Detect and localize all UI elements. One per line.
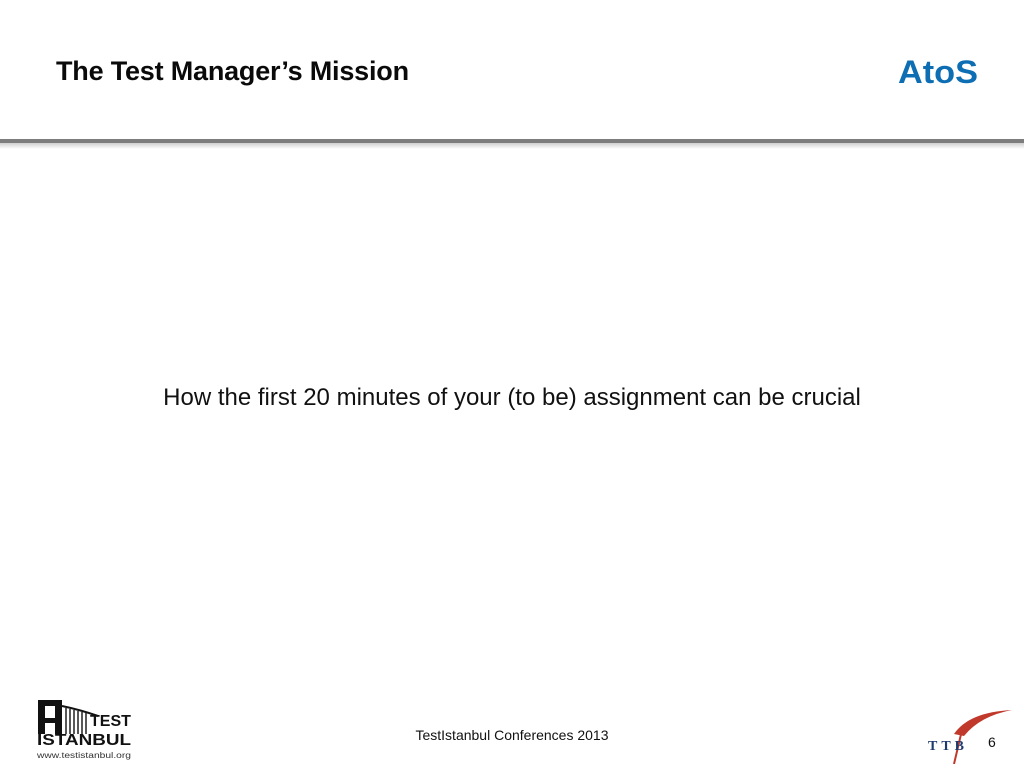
test-istanbul-logo-line1: TEST <box>90 713 131 730</box>
header-rule-shadow <box>0 143 1024 149</box>
ttb-swoosh-icon <box>954 710 1012 736</box>
slide-subtitle: How the first 20 minutes of your (to be) assignment can be crucial <box>163 384 861 411</box>
page-number: 6 <box>988 734 996 750</box>
test-istanbul-logo-url: www.testistanbul.org <box>36 751 131 760</box>
ttb-logo-text: TTB <box>928 739 969 754</box>
footer-text: TestIstanbul Conferences 2013 <box>415 727 609 743</box>
test-istanbul-logo-line2: ISTANBUL <box>37 732 132 749</box>
atos-logo <box>896 52 982 92</box>
atos-logo-text: AtoS <box>898 54 978 90</box>
slide-title: The Test Manager’s Mission <box>56 56 409 86</box>
ttb-logo <box>924 706 1016 764</box>
